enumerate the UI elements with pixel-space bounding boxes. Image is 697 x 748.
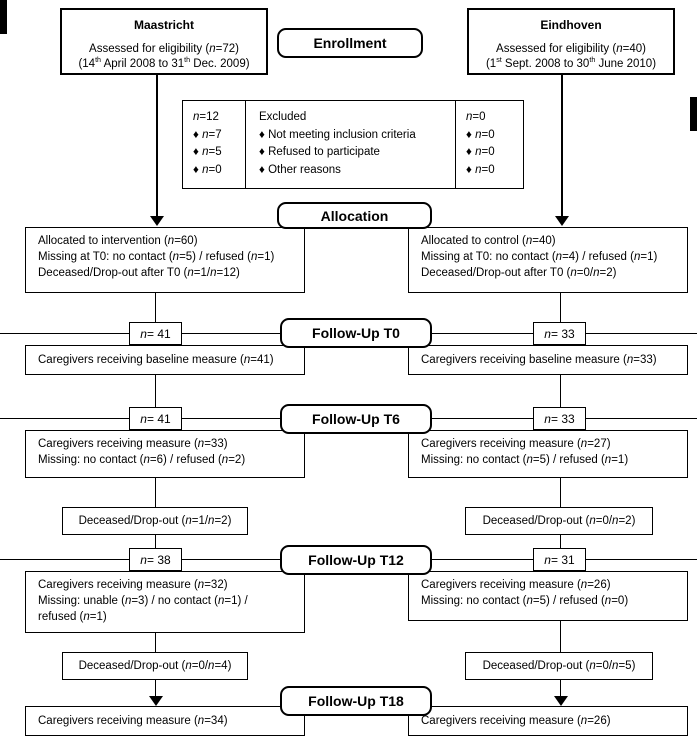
drop2-left-box — [62, 652, 248, 680]
connector-t0-to-t6-left — [155, 375, 156, 408]
t0-n-right-box: n = 33 — [533, 322, 586, 345]
excluded-reason: ♦ Other reasons — [259, 163, 341, 176]
followup-t6-label: Follow-Up T6 — [280, 404, 432, 434]
t6-left-measure: Caregivers receiving measure (n=33) — [38, 438, 228, 450]
missing-t0-control: Missing at T0: no contact (n=4) / refused (n=1) — [421, 251, 658, 263]
t18-right-text: Caregivers receiving measure (n=26) — [421, 715, 611, 727]
connector-alloc-to-t0-right — [560, 293, 561, 323]
t18-left-box — [25, 706, 305, 736]
drop2-left-text: Deceased/Drop-out (n=0/n=4) — [78, 660, 232, 672]
excluded-right-item: ♦ n=0 — [466, 128, 495, 141]
eindhoven-box — [467, 8, 675, 75]
followup-t18-label: Follow-Up T18 — [280, 686, 432, 716]
arrow-down-icon — [554, 696, 568, 706]
excluded-right-item: ♦ n=0 — [466, 146, 495, 158]
excluded-reason: ♦ Not meeting inclusion criteria — [259, 128, 416, 141]
t12-right-missing: Missing: no contact (n=5) / refused (n=0) — [421, 595, 629, 607]
t6-n-right-box: n = 33 — [533, 407, 586, 430]
excluded-left-item: ♦ n=7 — [193, 128, 222, 141]
t6-right-box — [408, 430, 688, 478]
connector-drop1-to-t12-left — [155, 535, 156, 549]
t6-right-measure: Caregivers receiving measure (n=27) — [421, 438, 611, 450]
maastricht-dates: (14th April 2008 to 31th Dec. 2009) — [78, 56, 250, 70]
t12-right-measure: Caregivers receiving measure (n=26) — [421, 579, 611, 591]
allocation-intervention-box — [25, 227, 305, 293]
maastricht-eligibility: Assessed for eligibility (n=72) — [89, 43, 239, 55]
connector-t12-to-drop2-right — [560, 621, 561, 653]
excluded-right-total: n=0 — [466, 111, 486, 123]
t6-left-missing: Missing: no contact (n=6) / refused (n=2) — [38, 454, 246, 466]
allocated-control: Allocated to control (n=40) — [421, 235, 556, 247]
followup-t12-label: Follow-Up T12 — [280, 545, 432, 575]
excluded-eindhoven-counts — [456, 101, 523, 188]
t0-n-left-box: n = 41 — [129, 322, 182, 345]
t0-left-text: Caregivers receiving baseline measure (n=41) — [38, 354, 274, 366]
t6-right-missing: Missing: no contact (n=5) / refused (n=1) — [421, 454, 629, 466]
excluded-left-total: n=12 — [193, 111, 219, 123]
connector-maastricht-to-allocation — [156, 75, 158, 217]
connector-drop1-to-t12-right — [560, 535, 561, 549]
t0-right-text: Caregivers receiving baseline measure (n=33) — [421, 354, 657, 366]
allocated-intervention: Allocated to intervention (n=60) — [38, 235, 198, 247]
arrow-down-icon — [149, 696, 163, 706]
dropout-after-t0-intervention: Deceased/Drop-out after T0 (n=1/n=12) — [38, 267, 240, 279]
t12-right-box — [408, 571, 688, 621]
excluded-left-item: ♦ n=5 — [193, 146, 222, 158]
excluded-box — [182, 100, 524, 189]
eindhoven-eligibility: Assessed for eligibility (n=40) — [496, 43, 646, 55]
drop2-right-box — [465, 652, 653, 680]
arrow-down-icon — [555, 216, 569, 226]
t12-left-missing-cont: refused (n=1) — [38, 611, 107, 623]
allocation-label: Allocation — [277, 202, 432, 229]
excluded-reasons — [246, 101, 456, 188]
excluded-heading: Excluded — [259, 111, 307, 123]
t0-left-box — [25, 345, 305, 375]
followup-t0-label: Follow-Up T0 — [280, 318, 432, 348]
dropout-after-t0-control: Deceased/Drop-out after T0 (n=0/n=2) — [421, 267, 617, 279]
drop2-right-text: Deceased/Drop-out (n=0/n=5) — [482, 660, 636, 672]
allocation-control-box — [408, 227, 688, 293]
eindhoven-title: Eindhoven — [540, 18, 602, 32]
maastricht-box — [60, 8, 268, 75]
connector-t6-to-drop1-right — [560, 478, 561, 508]
t12-left-box — [25, 571, 305, 633]
t18-left-text: Caregivers receiving measure (n=34) — [38, 715, 228, 727]
connector-t6-to-drop1-left — [155, 478, 156, 508]
connector-t12-to-drop2-left — [155, 633, 156, 653]
t6-left-box — [25, 430, 305, 478]
left-edge-scan-artifact — [0, 0, 7, 34]
excluded-right-item: ♦ n=0 — [466, 163, 495, 176]
t0-right-box — [408, 345, 688, 375]
excluded-reason: ♦ Refused to participate — [259, 146, 380, 158]
drop1-left-box — [62, 507, 248, 535]
t12-left-measure: Caregivers receiving measure (n=32) — [38, 579, 228, 591]
drop1-left-text: Deceased/Drop-out (n=1/n=2) — [78, 515, 232, 527]
t12-n-left-box: n = 38 — [129, 548, 182, 571]
t12-left-missing: Missing: unable (n=3) / no contact (n=1) / — [38, 595, 248, 607]
connector-t0-to-t6-right — [560, 375, 561, 408]
enrollment-label: Enrollment — [277, 28, 423, 58]
t6-n-left-box: n = 41 — [129, 407, 182, 430]
arrow-down-icon — [150, 216, 164, 226]
maastricht-title: Maastricht — [133, 18, 195, 32]
missing-t0-intervention: Missing at T0: no contact (n=5) / refused (n=1) — [38, 251, 275, 263]
right-edge-scan-artifact — [690, 97, 697, 131]
drop1-right-box — [465, 507, 653, 535]
excluded-left-item: ♦ n=0 — [193, 163, 222, 176]
connector-alloc-to-t0-left — [155, 293, 156, 323]
excluded-maastricht-counts — [183, 101, 246, 188]
t18-right-box — [408, 706, 688, 736]
connector-eindhoven-to-allocation — [561, 75, 563, 217]
t12-n-right-box: n = 31 — [533, 548, 586, 571]
drop1-right-text: Deceased/Drop-out (n=0/n=2) — [482, 515, 636, 527]
eindhoven-dates: (1st Sept. 2008 to 30th June 2010) — [485, 56, 657, 70]
